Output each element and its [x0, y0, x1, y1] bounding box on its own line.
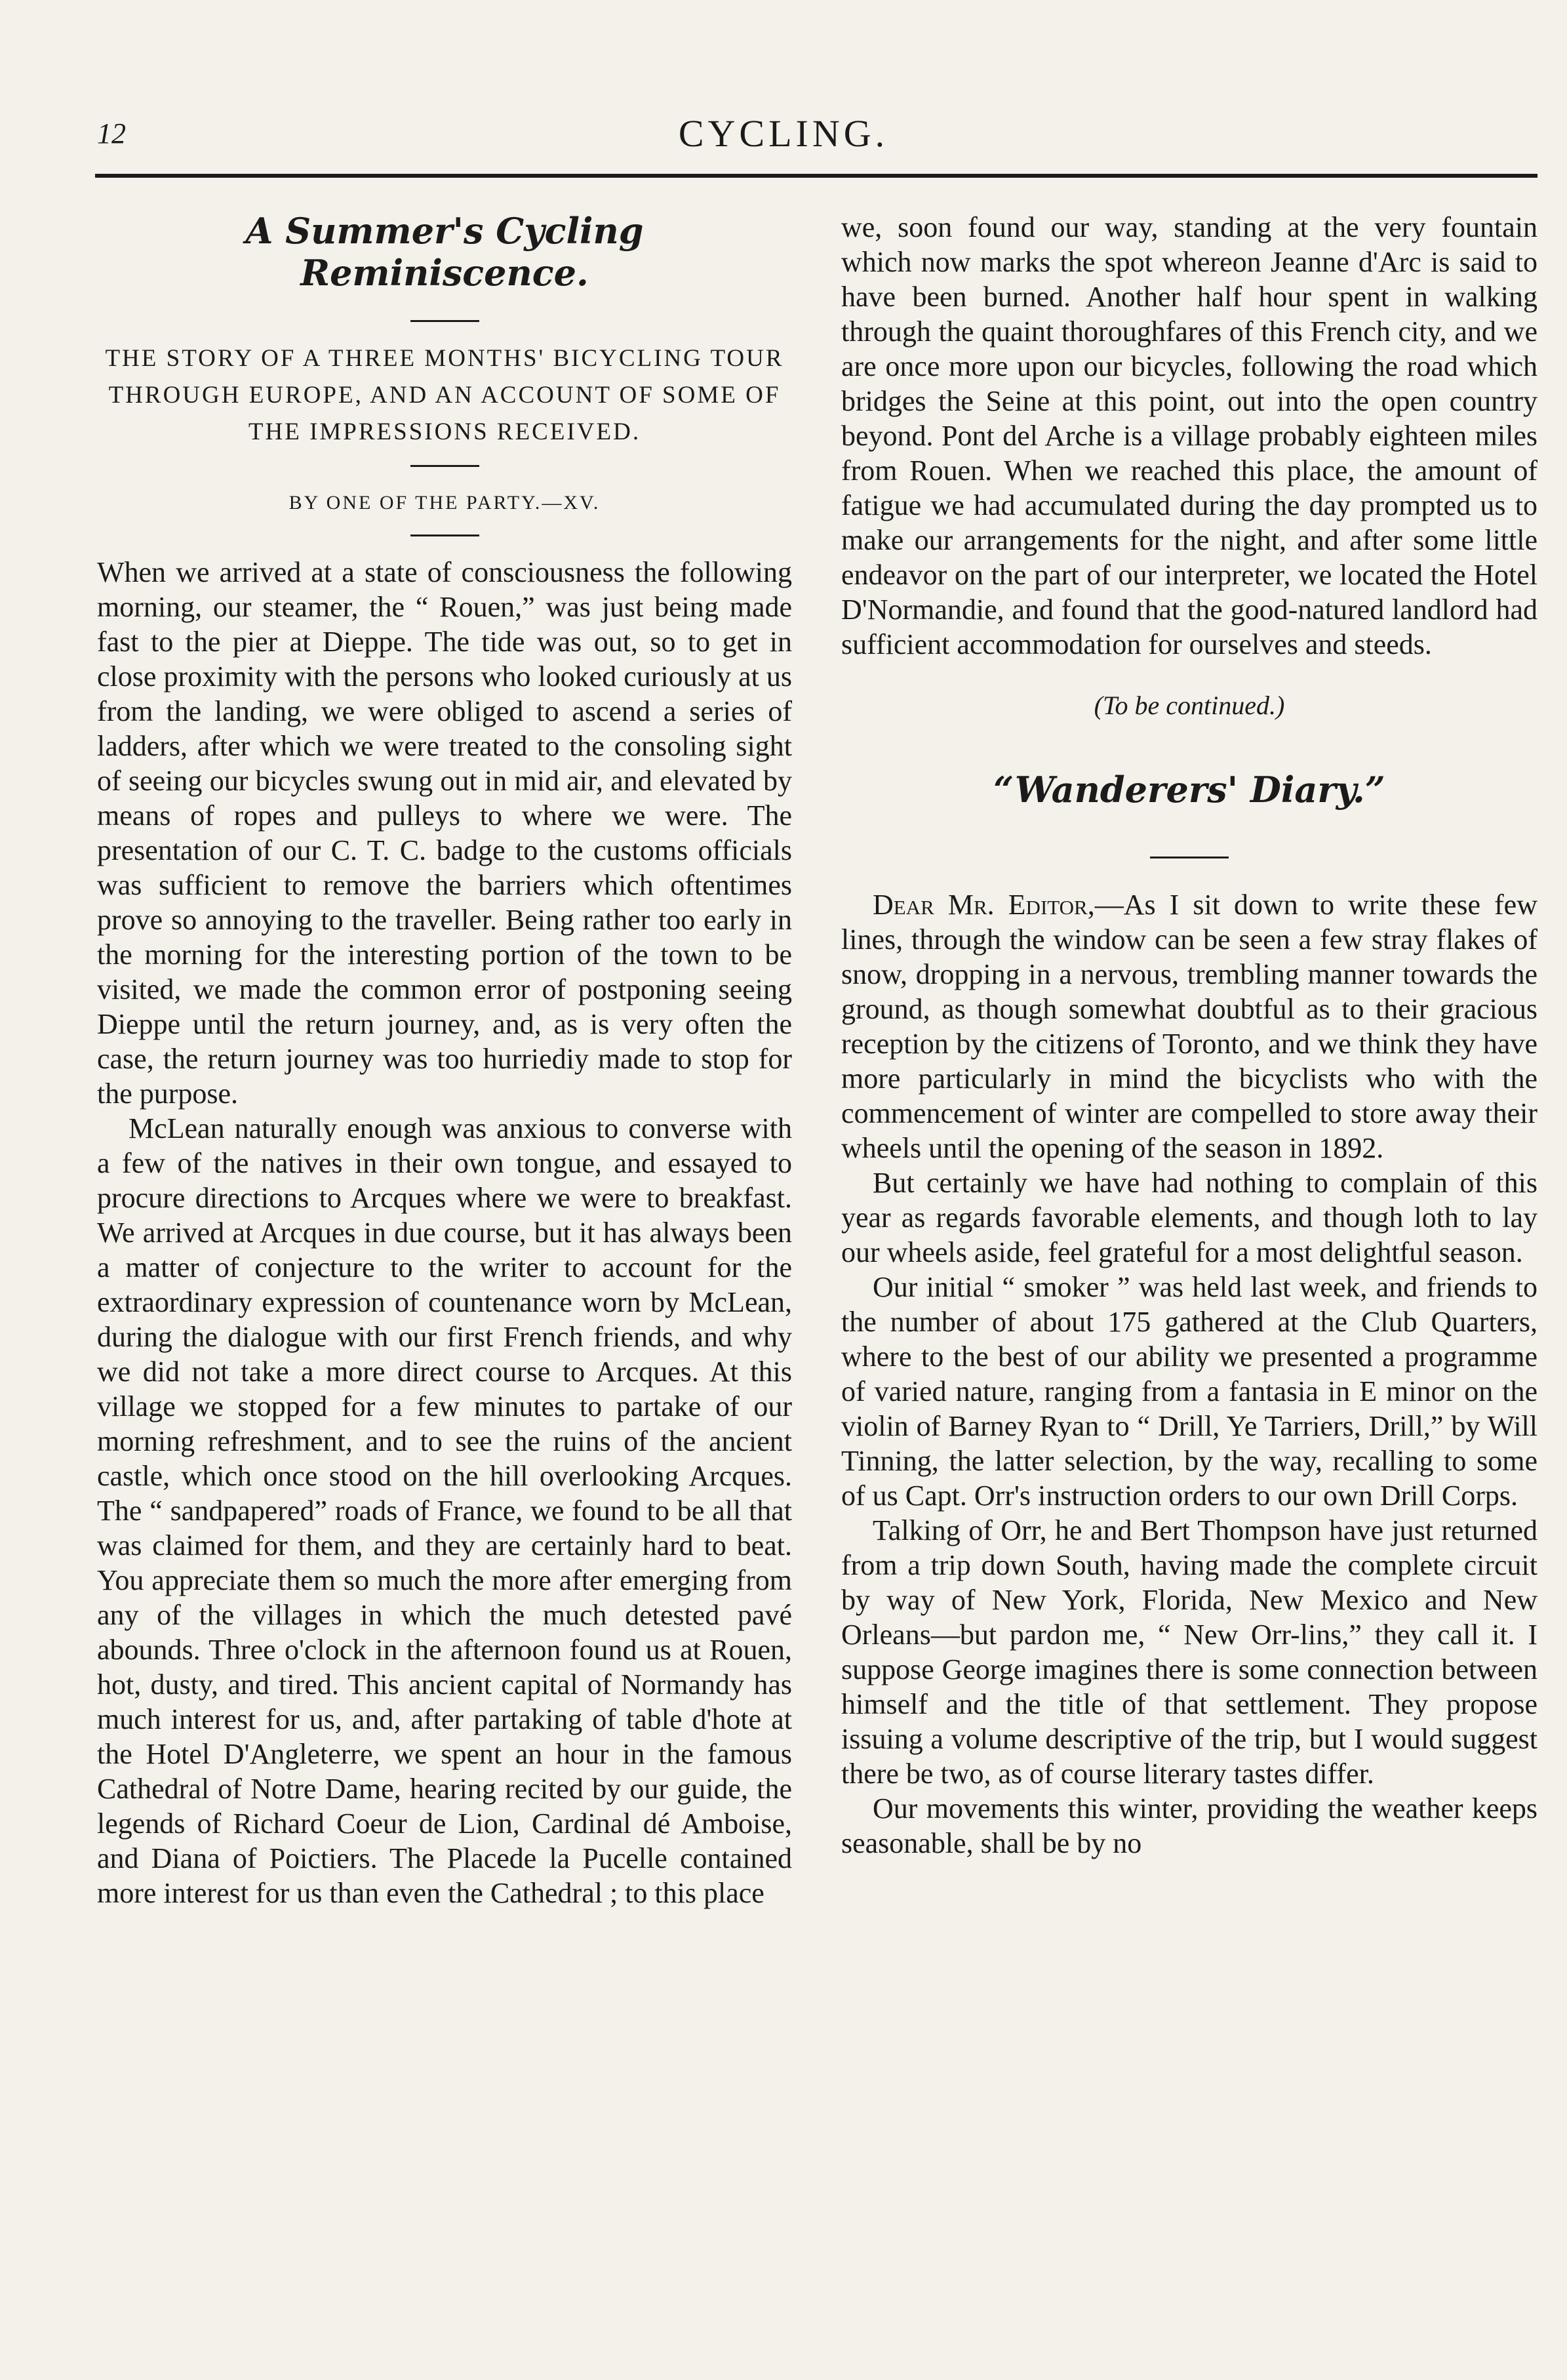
byline-rule: [410, 534, 479, 536]
article-paragraph: When we arrived at a state of consciousness the following morning, our steamer, the “ Rouen,” was just being made fast to the pier at Dieppe. The tide was out, so to get in close proximity with the persons who looked curiously at us from the landing, we were obliged to ascend a series of ladders, after which we were treated to the consoling sight of seeing our bicycles swung out in mid air, and elevated by means of ropes and pulleys to where we were. The presentation of our C. T. C. badge to the customs officials was sufficient to remove the barriers which oftentimes prove so annoying to the traveller. Being rather too early in the morning for the interesting portion of the town to be visited, we made the common error of postponing seeing Dieppe until the return journey, and, as is very often the case, the return journey was too hurriediy made to stop for the purpose.: [97, 556, 792, 1110]
diary-paragraph: Our initial “ smoker ” was held last week, and friends to the number of about 175 gathered at the Club Quarters, where to the best of our ability we presented a programme of varied nature, ranging from a fantasia in E minor on the violin of Barney Ryan to “ Drill, Ye Tarriers, Drill,” by Will Tinning, the latter selection, by the way, recalling to some of us Capt. Orr's instruction orders to our own Drill Corps.: [841, 1271, 1537, 1512]
header-rule: [95, 174, 1537, 178]
running-title: CYCLING.: [678, 112, 889, 155]
article-paragraph: McLean naturally enough was anxious to converse with a few of the natives in their own tongue, and essayed to procure directions to Arcques where we were to breakfast. We arrived at Arcques in due course, but it has always been a matter of conjecture to the writer to account for the extraordinary expression of countenance worn by McLean, during the dialogue with our first French friends, and why we did not take a more direct course to Arcques. At this village we stopped for a few minutes to partake of our morning refreshment, and to see the ruins of the ancient castle, which once stood on the hill overlooking Arcques. The “ sandpapered” roads of France, we found to be all that was claimed for them, and they are certainly hard to beat. You appreciate them so much the more after emerging from any of the villages in which the much detested pavé abounds. Three o'clock in the afternoon found us at Rouen, hot, dusty, and tired. This ancient capital of Normandy has much interest for us, and, after partaking of table d'hote at the Hotel D'Angleterre, we spent an hour in the famous Cathedral of Notre Dame, hearing recited by our guide, the legends of Richard Coeur de Lion, Cardinal dé Amboise, and Diana of Poictiers. The Placede la Pucelle contained more interest for us than even the Cathedral ; to this place: [97, 1112, 792, 1909]
right-column: [841, 210, 1537, 1861]
diary-title-rule: [1150, 857, 1229, 858]
salutation: Dear Mr. Editor,: [873, 889, 1095, 921]
subtitle-rule: [410, 465, 479, 467]
article-subtitle: THE STORY OF A THREE MONTHS' BICYCLING TOUR THROUGH EUROPE, AND AN ACCOUNT OF SOME OF THE IMPRESSIONS RECEIVED.: [105, 345, 784, 445]
diary-title: “Wanderers' Diary.”: [993, 769, 1385, 811]
article-title: A Summer's Cycling Reminiscence.: [245, 210, 644, 294]
page-number: 12: [97, 117, 126, 150]
left-column: [97, 210, 792, 1910]
article-continuation: we, soon found our way, standing at the very fountain which now marks the spot whereon Jeanne d'Arc is said to have been burned. Another half hour spent in walking through the quaint thoroughfares of this French city, and we are once more upon our bicycles, following the road which bridges the Seine at this point, out into the open country beyond. Pont del Arche is a village probably eighteen miles from Rouen. When we reached this place, the amount of fatigue we had accumulated during the day prompted us to make our arrangements for the night, and after some little endeavor on the part of our interpreter, we located the Hotel D'Normandie, and found that the good-natured landlord had sufficient accommodation for ourselves and steeds.: [841, 211, 1537, 660]
article-byline: BY ONE OF THE PARTY.—XV.: [288, 492, 601, 514]
to-be-continued: (To be continued.): [1094, 691, 1285, 720]
diary-first-paragraph: —As I sit down to write these few lines, through the window can be seen a few stray flakes of snow, dropping in a nervous, trembling manner towards the ground, as though somewhat doubtful as to their gracious reception by the citizens of Toronto, and we think they have more particularly in mind the bicyclists who with the commencement of winter are compelled to store away their wheels until the opening of the season in 1892.: [841, 889, 1537, 1164]
diary-paragraph: Talking of Orr, he and Bert Thompson have just returned from a trip down South, having made the complete circuit by way of New York, Florida, New Mexico and New Orleans—but pardon me, “ New Orr-lins,” they call it. I suppose George imagines there is some connection between himself and the title of that settlement. They propose issuing a volume descriptive of the trip, but I would suggest there be two, as of course literary tastes differ.: [841, 1514, 1537, 1790]
diary-paragraph: But certainly we have had nothing to complain of this year as regards favorable elements, and though loth to lay our wheels aside, feel grateful for a most delightful season.: [841, 1167, 1537, 1268]
diary-paragraph: Our movements this winter, providing the weather keeps seasonable, shall be by no: [841, 1792, 1537, 1859]
title-rule: [410, 320, 479, 322]
